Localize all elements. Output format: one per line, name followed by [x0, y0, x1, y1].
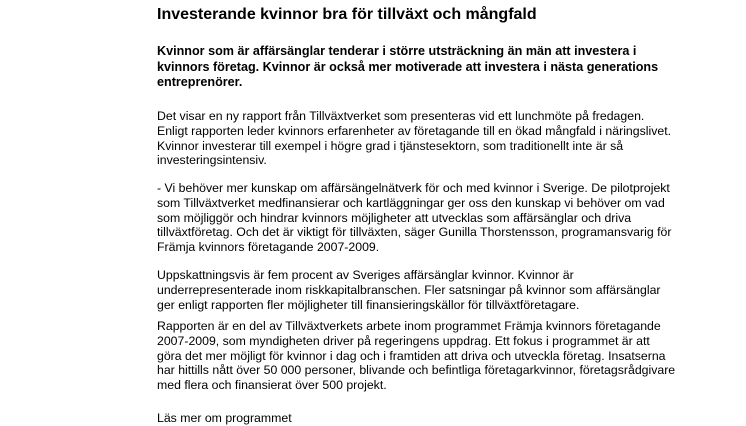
article-title: Investerande kvinnor bra för tillväxt och mångfald	[157, 6, 537, 23]
paragraph-program: Rapporten är en del av Tillväxtverkets arbete inom programmet Främja kvinnors företagande 2007-2009, som myndigheten driver på regeringens uppdrag. Ett fokus i programmet är att göra det mer möjligt för kvinnor i dag och i framtiden att driva och utveckla företag. Insatserna har hittills nått över 50 000 personer, blivande och befintliga företagarkvinnor, företagsrådgivare med flera och finansierat över 500 projekt.	[157, 319, 676, 393]
paragraph-report-findings: Det visar en ny rapport från Tillväxtverket som presenteras vid ett lunchmöte på fredagen. Enligt rapporten leder kvinnors erfarenheter av företagande till en ökad mångfald i näringslivet. Kvinnor investerar till exempel i högre grad i tjänstesektorn, som traditionellt inte är så investeringsintensiv.	[157, 109, 672, 168]
article-lead: Kvinnor som är affärsänglar tenderar i större utsträckning än män att investera i kvinnors företag. Kvinnor är också mer motiverade att investera i nästa generations entreprenörer.	[157, 44, 659, 89]
paragraph-statistics: Uppskattningsvis är fem procent av Sveriges affärsänglar kvinnor. Kvinnor är underrepresenterade inom riskkapitalbranschen. Fler satsningar på kvinnor som affärsänglar ger enligt rapporten fler möjligheter till finansieringskällor för tillväxtföretagare.	[157, 268, 661, 312]
paragraph-quote: - Vi behöver mer kunskap om affärsängelnätverk för och med kvinnor i Sverige. De pilotprojekt som Tillväxtverket medfinansierar och kartläggningar ger oss den kunskap vi behöver om vad som möjliggör och hindrar kvinnors möjligheter att utvecklas som affärsänglar och driva tillväxtföretag. Och det är viktigt för tillväxten, säger Gunilla Thorstensson, programansvarig för Främja kvinnors företagande 2007-2009.	[157, 181, 672, 255]
read-more-text: Läs mer om programmet	[157, 411, 292, 425]
